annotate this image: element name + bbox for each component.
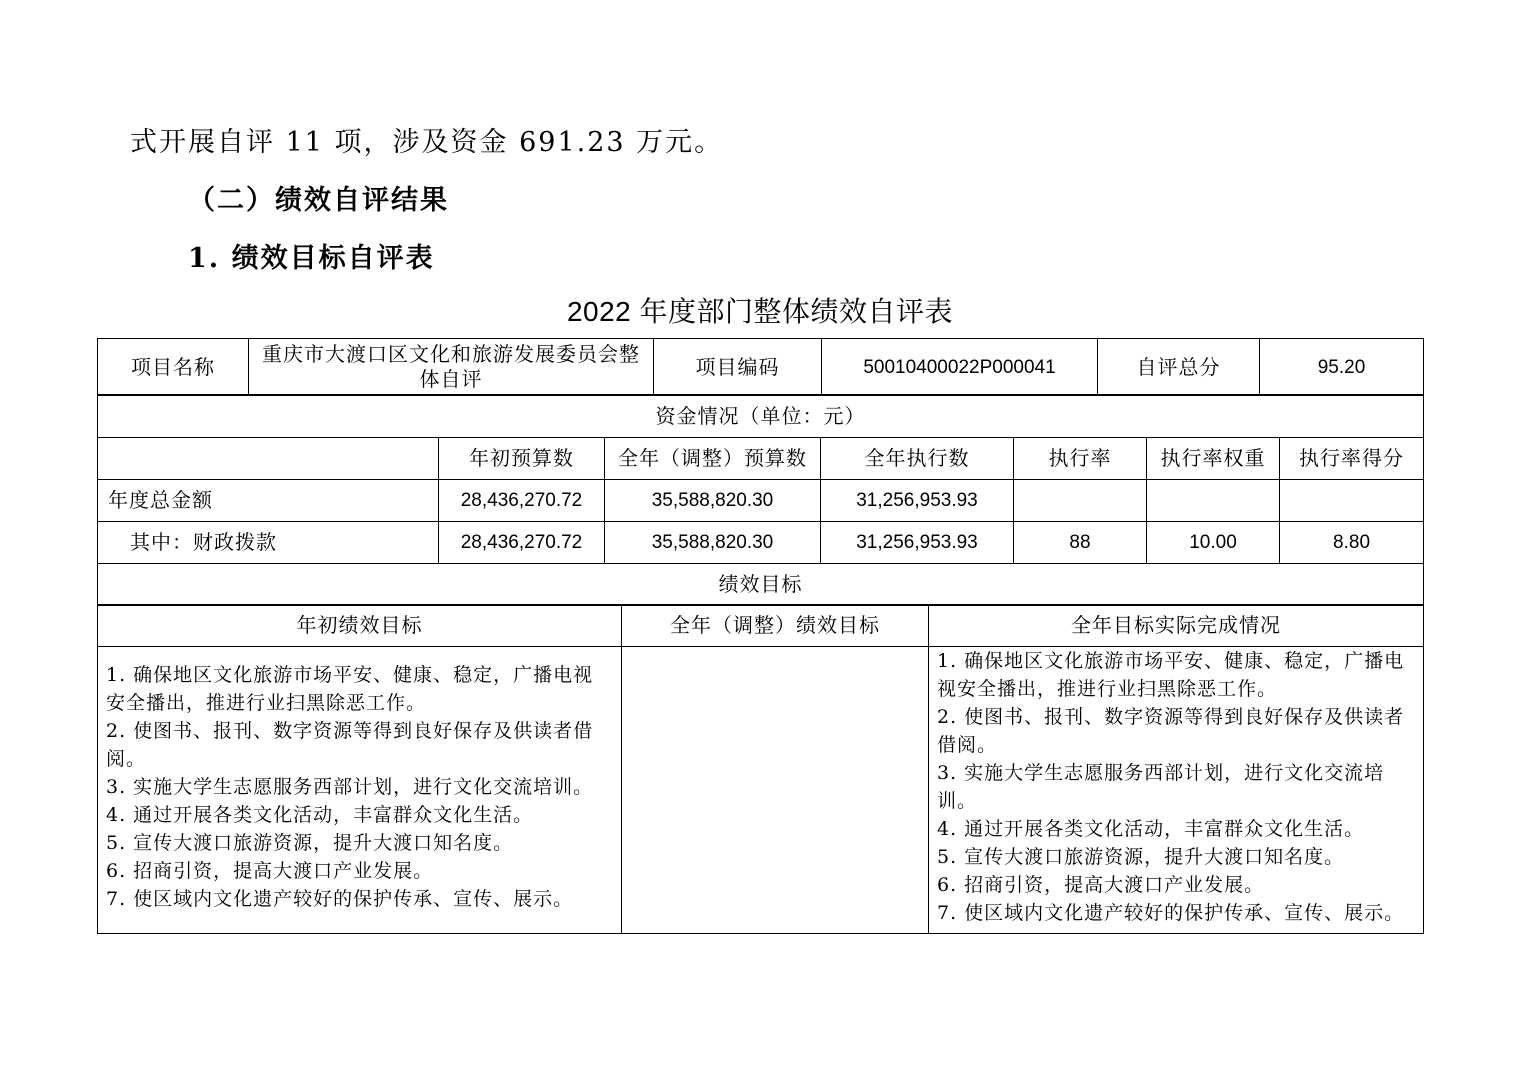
funds-header-row [98,438,1424,480]
funds-total-weight [1147,480,1280,522]
funds-section-label: 资金情况（单位：元） [98,395,1424,438]
header-initial-goals: 年初绩效目标 [98,605,622,647]
actual-completion-item: 6. 招商引资，提高大渡口产业发展。 [937,874,1265,896]
performance-section-label: 绩效目标 [98,564,1424,606]
performance-body-row [98,647,1424,934]
funds-total-label: 年度总金额 [98,480,439,522]
funds-fiscal-weight: 10.00 [1147,522,1280,564]
initial-goals-cell [98,647,622,934]
section-heading: （二）绩效自评结果 [188,185,449,216]
funds-table [97,394,1424,606]
initial-goal-item: 6. 招商引资，提高大渡口产业发展。 [106,860,434,882]
funds-fiscal-row [98,522,1424,564]
project-name-value: 重庆市大渡口区文化和旅游发展委员会整体自评 [249,339,654,396]
initial-goal-item: 2. 使图书、报刊、数字资源等得到良好保存及供读者借阅。 [106,720,594,770]
initial-goal-item: 7. 使区域内文化遗产较好的保护传承、宣传、展示。 [106,888,574,910]
initial-goal-item: 5. 宣传大渡口旅游资源，提升大渡口知名度。 [106,832,514,854]
header-actual-completion: 全年目标实际完成情况 [929,605,1424,647]
funds-section-row [98,395,1424,438]
actual-completion-item: 3. 实施大学生志愿服务西部计划，进行文化交流培训。 [937,762,1385,812]
actual-completion-cell [929,647,1424,934]
actual-completion-item: 5. 宣传大渡口旅游资源，提升大渡口知名度。 [937,846,1345,868]
actual-completion-item: 1. 确保地区文化旅游市场平安、健康、稳定，广播电视安全播出，推进行业扫黑除恶工作。 [937,650,1405,700]
actual-completion-item: 7. 使区域内文化遗产较好的保护传承、宣传、展示。 [937,902,1405,924]
funds-header-blank [98,438,439,480]
performance-header-row [98,605,1424,647]
subsection-heading: 1. 绩效目标自评表 [188,243,435,274]
initial-goal-item: 3. 实施大学生志愿服务西部计划，进行文化交流培训。 [106,776,594,798]
funds-total-score [1280,480,1424,522]
funds-header-executed: 全年执行数 [821,438,1014,480]
funds-total-executed: 31,256,953.93 [821,480,1014,522]
project-code-value: 50010400022P000041 [822,339,1098,396]
funds-fiscal-label: 其中：财政拨款 [98,522,439,564]
self-score-label: 自评总分 [1098,339,1260,396]
funds-fiscal-rate: 88 [1014,522,1147,564]
funds-total-initial-budget: 28,436,270.72 [439,480,605,522]
initial-goal-item: 4. 通过开展各类文化活动，丰富群众文化生活。 [106,804,534,826]
intro-line: 式开展自评 11 项，涉及资金 691.23 万元。 [130,127,724,158]
funds-header-initial-budget: 年初预算数 [439,438,605,480]
funds-header-score: 执行率得分 [1280,438,1424,480]
table-title: 2022 年度部门整体绩效自评表 [566,296,954,327]
funds-total-rate [1014,480,1147,522]
performance-goals-table [97,604,1424,934]
funds-total-row [98,480,1424,522]
funds-total-adjusted-budget: 35,588,820.30 [605,480,821,522]
self-score-value: 95.20 [1260,339,1424,396]
actual-completion-item: 4. 通过开展各类文化活动，丰富群众文化生活。 [937,818,1365,840]
funds-fiscal-initial-budget: 28,436,270.72 [439,522,605,564]
performance-section-row [98,564,1424,606]
funds-header-weight: 执行率权重 [1147,438,1280,480]
initial-goal-item: 1. 确保地区文化旅游市场平安、健康、稳定，广播电视安全播出，推进行业扫黑除恶工作。 [106,664,594,714]
project-info-row [98,339,1424,396]
project-info-table [97,338,1424,396]
funds-header-adjusted-budget: 全年（调整）预算数 [605,438,821,480]
header-adjusted-goals: 全年（调整）绩效目标 [622,605,929,647]
funds-header-rate: 执行率 [1014,438,1147,480]
adjusted-goals-cell [622,647,929,934]
funds-fiscal-adjusted-budget: 35,588,820.30 [605,522,821,564]
project-name-label: 项目名称 [98,339,249,396]
actual-completion-item: 2. 使图书、报刊、数字资源等得到良好保存及供读者借阅。 [937,706,1405,756]
funds-fiscal-executed: 31,256,953.93 [821,522,1014,564]
funds-fiscal-score: 8.80 [1280,522,1424,564]
project-code-label: 项目编码 [654,339,822,396]
